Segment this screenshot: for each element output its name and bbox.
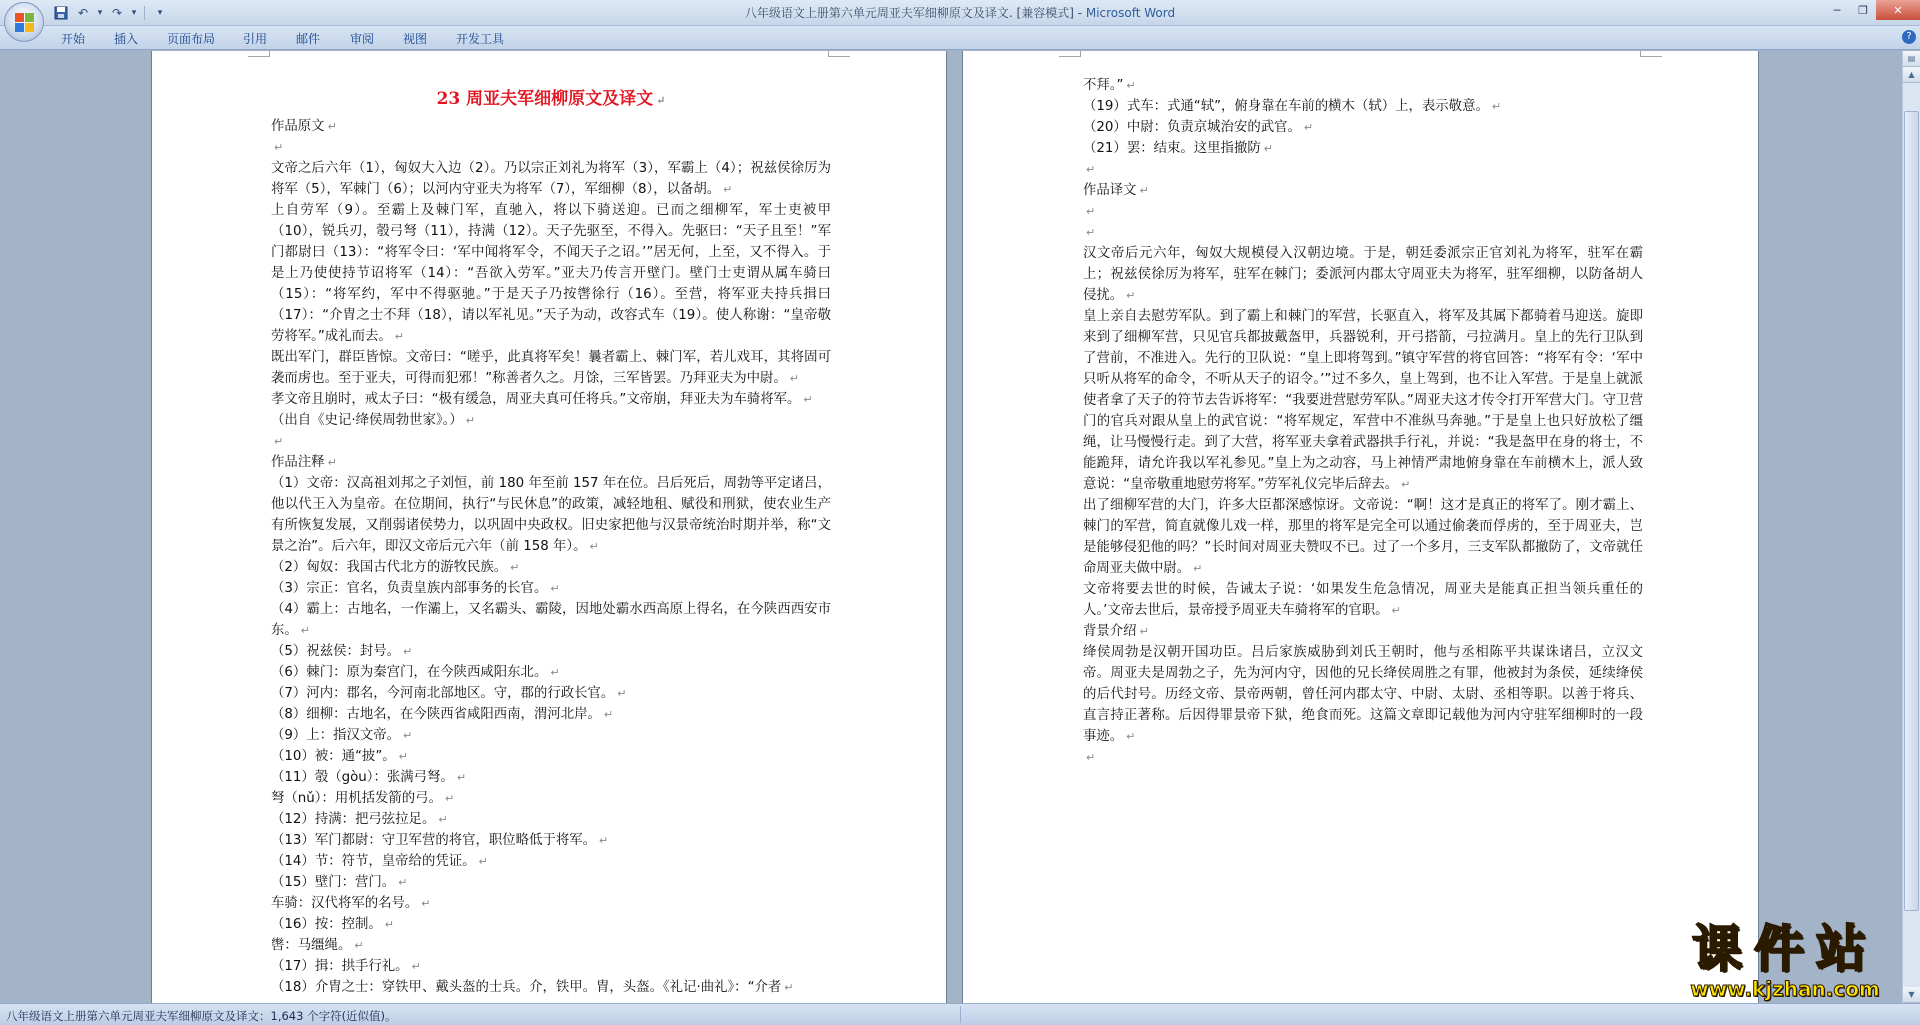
scroll-bottom-controls <box>1903 987 1920 1003</box>
paragraph[interactable] <box>1083 138 1643 159</box>
paragraph[interactable] <box>271 746 831 767</box>
tab-insert[interactable]: 插入 <box>114 32 139 46</box>
close-button[interactable]: ✕ <box>1876 0 1920 20</box>
page-1-content[interactable] <box>271 55 831 998</box>
paragraph[interactable] <box>1083 75 1643 96</box>
paragraph-mark-icon: ↵ <box>1086 226 1096 239</box>
office-button[interactable] <box>4 2 44 42</box>
paragraph[interactable] <box>271 809 831 830</box>
paragraph[interactable] <box>271 977 831 998</box>
page-2-content[interactable] <box>1083 75 1643 768</box>
paragraph-text: （出自《史记·绛侯周勃世家》。） <box>271 413 463 428</box>
paragraph[interactable] <box>271 872 831 893</box>
paragraph[interactable] <box>271 473 831 557</box>
paragraph[interactable] <box>271 452 831 473</box>
empty-paragraph[interactable] <box>1083 159 1643 180</box>
paragraph[interactable] <box>271 641 831 662</box>
paragraph-mark-icon: ↵ <box>589 540 599 553</box>
paragraph[interactable] <box>1083 96 1643 117</box>
paragraph[interactable] <box>1083 180 1643 201</box>
ruler-toggle-icon[interactable]: ▤ <box>1903 51 1920 67</box>
paragraph-text: （4）霸上：古地名，一作灞上，又名霸头、霸陵，因地处霸水西高原上得名，在今陕西西安市东。 <box>271 602 831 638</box>
paragraph-mark-icon: ↵ <box>403 645 413 658</box>
paragraph-mark-icon: ↵ <box>789 372 799 385</box>
paragraph-text: 作品原文 <box>271 119 325 134</box>
undo-icon[interactable]: ↶ <box>77 6 89 20</box>
paragraph-text: （19）式车：式通“轼”，俯身靠在车前的横木（轼）上，表示敬意。 <box>1083 99 1489 114</box>
vertical-scrollbar[interactable] <box>1902 51 1920 1003</box>
paragraph-text: （9）上：指汉文帝。 <box>271 728 401 743</box>
paragraph-mark-icon: ↵ <box>421 897 431 910</box>
paragraph-mark-icon: ↵ <box>603 708 614 721</box>
paragraph-mark-icon: ↵ <box>784 981 794 994</box>
paragraph-mark-icon: ↵ <box>1491 100 1502 113</box>
tab-home[interactable]: 开始 <box>61 32 86 46</box>
paragraph-mark-icon: ↵ <box>1263 142 1273 155</box>
paragraph-text: 汉文帝后元六年，匈奴大规模侵入汉朝边境。于是，朝廷委派宗正官刘礼为将军，驻军在霸上；祝兹侯徐厉为将军，驻军在棘门；委派河内郡太守周亚夫为将军，驻军细柳，以防备胡人侵扰。 <box>1083 246 1643 303</box>
paragraph-mark-icon: ↵ <box>1139 184 1149 197</box>
paragraph-mark-icon: ↵ <box>1086 163 1096 176</box>
paragraph[interactable] <box>271 410 831 431</box>
empty-paragraph[interactable] <box>1083 201 1643 222</box>
paragraph-text: （3）宗正：官名，负责皇族内部事务的长官。 <box>271 581 548 596</box>
paragraph[interactable] <box>1083 642 1643 747</box>
paragraph-mark-icon: ↵ <box>1193 562 1203 575</box>
watermark-url: www.kjzhan.com <box>1690 977 1880 1001</box>
word-count-status[interactable]: 八年级语文上册第六单元周亚夫军细柳原文及译文：1,643 个字符(近似值)。 <box>6 1009 397 1023</box>
paragraph-mark-icon: ↵ <box>465 414 475 427</box>
paragraph[interactable] <box>1083 243 1643 306</box>
paragraph-text: 绛侯周勃是汉朝开国功臣。吕后家族威胁到刘氏王朝时，他与丞相陈平共谋诛诸吕，立汉文帝。周亚夫是周勃之子，先为河内守，因他的兄长绛侯周胜之有罪，他被封为条侯，延续绛侯的后代封号。历经文帝、景帝两朝，曾任河内郡太守、中尉、太尉、丞相等职。以善于将兵、直言持正著称。后因得罪景帝下狱，绝食而死。这篇文章即记载他为河内守驻军细柳时的一段事迹。 <box>1083 645 1643 744</box>
paragraph-text: 文帝之后六年（1），匈奴大入边（2）。乃以宗正刘礼为将军（3），军霸上（4）；祝兹侯徐厉为将军（5），军棘门（6）；以河内守亚夫为将军（7），军细柳（8），以备胡。 <box>271 161 831 197</box>
paragraph-mark-icon: ↵ <box>327 120 337 133</box>
paragraph[interactable] <box>271 557 831 578</box>
margin-corner-mark <box>828 51 850 57</box>
paragraph[interactable] <box>1083 621 1643 642</box>
paragraph-text: 作品译文 <box>1083 183 1137 198</box>
maximize-button[interactable]: ❐ <box>1858 3 1868 17</box>
paragraph-text: （14）节：符节，皇帝给的凭证。 <box>271 854 476 869</box>
paragraph[interactable] <box>1083 117 1643 138</box>
paragraph-mark-icon: ↵ <box>438 813 448 826</box>
paragraph[interactable] <box>271 683 831 704</box>
paragraph-mark-icon: ↵ <box>403 729 413 742</box>
paragraph[interactable] <box>271 116 831 137</box>
paragraph-text: （8）细柳：古地名，在今陕西省咸阳西南，渭河北岸。 <box>271 707 601 722</box>
scroll-down-button[interactable]: ▼ <box>1903 987 1920 1003</box>
paragraph-mark-icon: ↵ <box>550 582 560 595</box>
paragraph[interactable] <box>271 935 831 956</box>
paragraph-mark-icon: ↵ <box>723 183 733 196</box>
paragraph-text: 皇上亲自去慰劳军队。到了霸上和棘门的军营，长驱直入，将军及其属下都骑着马迎送。旋即来到了细柳军营，只见官兵都披戴盔甲，兵器锐利，开弓搭箭，弓拉满月。皇上的先行卫队到了营前，不准进入。先行的卫队说：“皇上即将驾到。”镇守军营的将官回答：“将军有令：‘军中只听从将军的命令，不听从天子的诏令。’”过不多久，皇上驾到，也不让入军营。于是皇上就派使者拿了天子的符节去告诉将军：“我要进营慰劳军队。”周亚夫这才传令打开军营大门。守卫营门的官兵对跟从皇上的武官说：“将军规定，军营中不准纵马奔驰。”于是皇上也只好放松了缰绳，让马慢慢行走。到了大营，将军亚夫拿着武器拱手行礼，并说：“我是盔甲在身的将士，不能跪拜，请允许我以军礼参见。”皇上为之动容，马上神情严肃地俯身靠在车前横木上，派人致意说：“皇帝敬重地慰劳将军。”劳军礼仪完毕后辞去。 <box>1083 309 1643 492</box>
paragraph-mark-icon: ↵ <box>1126 730 1136 743</box>
paragraph-mark-icon: ↵ <box>550 666 560 679</box>
customize-qat-icon[interactable]: ▾ <box>97 8 103 18</box>
paragraph-text: （16）按：控制。 <box>271 917 382 932</box>
paragraph[interactable] <box>271 347 831 389</box>
paragraph-mark-icon: ↵ <box>510 561 520 574</box>
paragraph-mark-icon: ↵ <box>617 687 627 700</box>
margin-corner-mark <box>1059 51 1081 57</box>
empty-paragraph[interactable] <box>271 137 831 158</box>
paragraph-mark-icon: ↵ <box>1391 604 1401 617</box>
paragraph-mark-icon: ↵ <box>398 876 408 889</box>
paragraph-text: （7）河内：郡名，今河南北部地区。守，郡的行政长官。 <box>271 686 615 701</box>
customize-qat-icon[interactable]: ▾ <box>157 8 163 18</box>
paragraph-text: 不拜。” <box>1083 78 1124 93</box>
paragraph[interactable] <box>1083 579 1643 621</box>
paragraph-mark-icon: ↵ <box>456 771 467 784</box>
paragraph-text: 孝文帝且崩时，戒太子曰：“极有缓急，周亚夫真可任将兵。”文帝崩，拜亚夫为车骑将军。 <box>271 392 801 407</box>
app-name: Microsoft Word <box>1085 6 1176 20</box>
ribbon-tabs <box>0 26 1920 50</box>
paragraph-mark-icon: ↵ <box>1401 478 1411 491</box>
paragraph-text: 车骑：汉代将军的名号。 <box>271 896 419 911</box>
document-heading: 23 周亚夫军细柳原文及译文 ↵ <box>436 89 666 109</box>
paragraph[interactable] <box>271 704 831 725</box>
empty-paragraph[interactable] <box>1083 222 1643 243</box>
paragraph-mark-icon: ↵ <box>1086 751 1096 764</box>
paragraph[interactable] <box>271 158 831 200</box>
paragraph-text: （12）持满：把弓弦拉足。 <box>271 812 436 827</box>
paragraph-mark-icon: ↵ <box>394 330 404 343</box>
paragraph-mark-icon: ↵ <box>1126 79 1136 92</box>
paragraph-mark-icon: ↵ <box>1086 205 1096 218</box>
paragraph[interactable] <box>271 200 831 347</box>
office-logo-icon <box>15 13 35 33</box>
paragraph-mark-icon: ↵ <box>1139 625 1149 638</box>
paragraph-text: 弩（nǔ）：用机括发箭的弓。 <box>271 791 442 806</box>
scrollbar-thumb[interactable] <box>1904 111 1919 911</box>
customize-qat-icon[interactable]: ▾ <box>131 8 137 18</box>
redo-icon[interactable]: ↷ <box>111 6 123 20</box>
paragraph-mark-icon: ↵ <box>1303 121 1314 134</box>
paragraph-text: （17）揖：拱手行礼。 <box>271 959 409 974</box>
tab-review[interactable]: 审阅 <box>350 32 375 46</box>
paragraph[interactable] <box>1083 495 1643 579</box>
watermark-logo <box>1670 920 1900 1010</box>
paragraph-text: 作品注释 <box>271 455 325 470</box>
paragraph-text: （10）被：通“披”。 <box>271 749 396 764</box>
paragraph-mark-icon: ↵ <box>478 855 488 868</box>
paragraph-mark-icon: ↵ <box>444 792 455 805</box>
paragraph[interactable] <box>271 599 831 641</box>
paragraph[interactable] <box>271 851 831 872</box>
paragraph-mark-icon: ↵ <box>411 960 421 973</box>
paragraph-text: （21）罢：结束。这里指撤防 <box>1083 141 1261 156</box>
tab-references[interactable]: 引用 <box>243 32 268 46</box>
paragraph-mark-icon: ↵ <box>599 834 609 847</box>
window-controls <box>1824 0 1920 20</box>
document-area[interactable] <box>0 51 1902 1003</box>
status-divider <box>960 1006 961 1023</box>
empty-paragraph[interactable] <box>271 431 831 452</box>
margin-corner-mark <box>1640 51 1662 57</box>
help-icon[interactable]: ? <box>1902 30 1916 44</box>
paragraph[interactable] <box>271 767 831 788</box>
paragraph-text: 上自劳军（9）。至霸上及棘门军，直驰入，将以下骑送迎。已而之细柳军，军士吏被甲（10），锐兵刃，彀弓弩（11），持满（12）。天子先驱至，不得入。先驱曰：“天子且至！”军门都尉曰（13）：“将军令曰：‘军中闻将军令，不闻天子之诏。’”居无何，上至，又不得入。于是上乃使使持节诏将军（14）：“吾欲入劳军。”亚夫乃传言开壁门。壁门士吏谓从属车骑曰（15）：“将军约，军中不得驱驰。”于是天子乃按辔徐行（16）。至营，将军亚夫持兵揖曰（17）：“介胄之士不拜（18），请以军礼见。”天子为动，改容式车（19）。使人称谢：“皇帝敬劳将军。”成礼而去。 <box>271 203 831 344</box>
document-page-2[interactable] <box>963 51 1758 1003</box>
paragraph-text: 辔：马缰绳。 <box>271 938 352 953</box>
paragraph-mark-icon: ↵ <box>327 456 337 469</box>
title-bar <box>0 0 1920 26</box>
margin-corner-mark <box>248 51 270 57</box>
paragraph[interactable] <box>271 830 831 851</box>
paragraph-text: （13）军门都尉：守卫军营的将官，职位略低于将军。 <box>271 833 597 848</box>
paragraph-mark-icon: ↵ <box>300 624 310 637</box>
paragraph[interactable] <box>271 914 831 935</box>
paragraph-text: （5）祝兹侯：封号。 <box>271 644 401 659</box>
paragraph-text: （6）棘门：原为秦宫门，在今陕西咸阳东北。 <box>271 665 548 680</box>
paragraph-mark-icon: ↵ <box>354 939 364 952</box>
paragraph[interactable] <box>1083 306 1643 495</box>
paragraph-text: （18）介胄之士：穿铁甲、戴头盔的士兵。介，铁甲。胄，头盔。《礼记·曲礼》：“介者 <box>271 980 782 995</box>
paragraph-text: 文帝将要去世的时候，告诫太子说：‘如果发生危急情况，周亚夫是能真正担当领兵重任的人。’文帝去世后，景帝授予周亚夫车骑将军的官职。 <box>1083 582 1643 618</box>
paragraph-text: 既出军门，群臣皆惊。文帝曰：“嗟乎，此真将军矣！曩者霸上、棘门军，若儿戏耳，其将固可袭而虏也。至于亚夫，可得而犯邪！”称善者久之。月馀，三军皆罢。乃拜亚夫为中尉。 <box>271 350 831 386</box>
minimize-button[interactable]: ─ <box>1833 3 1841 17</box>
paragraph-text: 背景介绍 <box>1083 624 1137 639</box>
paragraph-text: （11）彀（gòu）：张满弓弩。 <box>271 770 454 785</box>
tab-mailings[interactable]: 邮件 <box>296 32 321 46</box>
paragraph[interactable] <box>271 788 831 809</box>
document-page-1[interactable] <box>152 51 946 1003</box>
scroll-up-button[interactable]: ▲ <box>1903 67 1920 83</box>
paragraph[interactable] <box>271 578 831 599</box>
paragraph[interactable] <box>271 956 831 977</box>
tab-view[interactable]: 视图 <box>403 32 428 46</box>
paragraph[interactable] <box>271 662 831 683</box>
paragraph-mark-icon: ↵ <box>803 393 813 406</box>
paragraph-text: 出了细柳军营的大门，许多大臣都深感惊讶。文帝说：“啊！这才是真正的将军了。刚才霸上、棘门的军营，简直就像儿戏一样，那里的将军是完全可以通过偷袭而俘虏的，至于周亚夫，岂是能够侵犯他的吗？”长时间对周亚夫赞叹不已。过了一个多月，三支军队都撤防了，文帝就任命周亚夫做中尉。 <box>1083 498 1643 576</box>
paragraph[interactable] <box>271 725 831 746</box>
paragraph[interactable] <box>271 893 831 914</box>
paragraph-text: （15）壁门：营门。 <box>271 875 396 890</box>
paragraph-text: （20）中尉：负责京城治安的武官。 <box>1083 120 1301 135</box>
watermark-text: 课件站 <box>1692 920 1878 978</box>
paragraph-mark-icon: ↵ <box>274 141 284 154</box>
window-title <box>0 4 1920 21</box>
paragraph-text: （2）匈奴：我国古代北方的游牧民族。 <box>271 560 508 575</box>
tab-page-layout[interactable]: 页面布局 <box>167 32 216 46</box>
status-bar <box>0 1003 1920 1025</box>
paragraph-mark-icon: ↵ <box>1126 289 1136 302</box>
document-title: 八年级语文上册第六单元周亚夫军细柳原文及译文. [兼容模式] - <box>744 6 1086 20</box>
empty-paragraph[interactable] <box>1083 747 1643 768</box>
paragraph[interactable] <box>271 389 831 410</box>
tab-developer[interactable]: 开发工具 <box>456 32 505 46</box>
paragraph-mark-icon: ↵ <box>274 435 284 448</box>
paragraph-mark-icon: ↵ <box>384 918 394 931</box>
paragraph-text: （1）文帝：汉高祖刘邦之子刘恒，前 180 年至前 157 年在位。吕后死后，周勃等平定诸吕，他以代王入为皇帝。在位期间，执行“与民休息”的政策，减轻地租、赋役和刑狱，使农业生产有所恢复发展，又削弱诸侯势力，以巩固中央政权。旧史家把他与汉景帝统治时期并举，称“文景之治”。后六年，即汉文帝后元六年（前 158 年）。 <box>271 476 831 554</box>
paragraph-mark-icon: ↵ <box>398 750 408 763</box>
